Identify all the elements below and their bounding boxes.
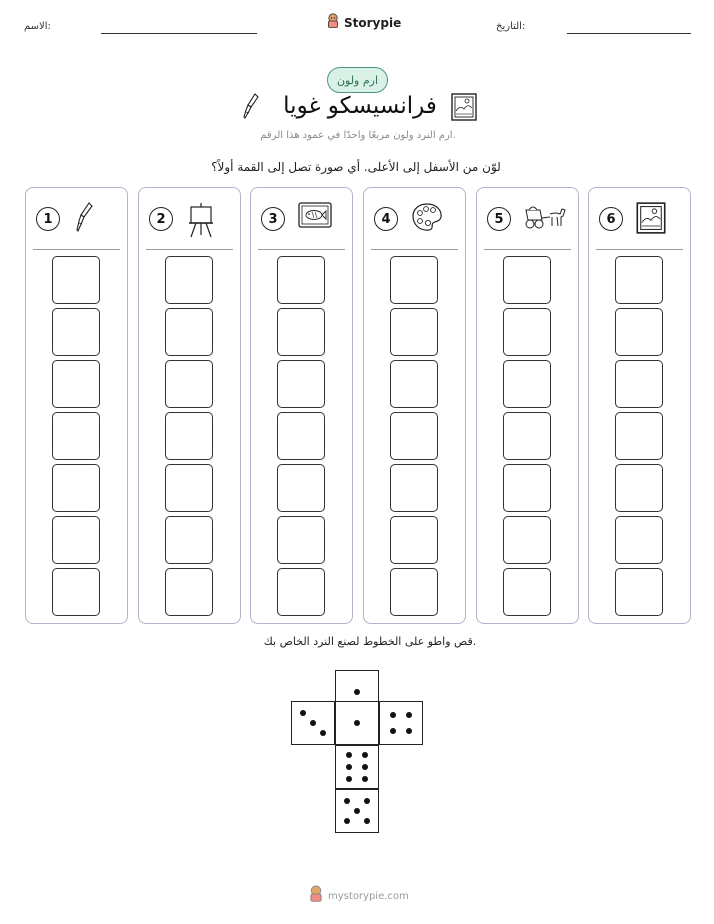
dice-pip (320, 730, 326, 736)
dice-face-4 (379, 701, 423, 745)
name-label: الاسم: (24, 21, 51, 32)
easel-icon (186, 202, 216, 242)
coloring-square[interactable] (503, 516, 551, 564)
dice-pip (390, 712, 396, 718)
coloring-square[interactable] (277, 568, 325, 616)
dice-pip (346, 776, 352, 782)
coloring-square[interactable] (503, 568, 551, 616)
carriage-icon (524, 202, 568, 234)
coloring-square[interactable] (52, 412, 100, 460)
coloring-square[interactable] (52, 464, 100, 512)
coloring-square[interactable] (277, 256, 325, 304)
pie-mascot-icon (326, 13, 340, 33)
coloring-square[interactable] (615, 464, 663, 512)
coloring-square[interactable] (503, 464, 551, 512)
coloring-square[interactable] (165, 464, 213, 512)
coloring-square[interactable] (390, 464, 438, 512)
column-divider (484, 249, 571, 250)
coloring-square[interactable] (615, 308, 663, 356)
column-number: 6 (599, 207, 623, 231)
title-painting-icon (451, 93, 477, 125)
palette-icon (411, 202, 443, 236)
instruction: لوّن من الأسفل إلى الأعلى. أي صورة تصل إلى القمة أولاً؟ (211, 160, 501, 174)
cut-instruction: قص واطو على الخطوط لصنع النرد الخاص بك. (263, 635, 477, 648)
dice-pip (354, 720, 360, 726)
column-number: 4 (374, 207, 398, 231)
coloring-square[interactable] (165, 256, 213, 304)
coloring-square[interactable] (52, 308, 100, 356)
coloring-square[interactable] (615, 516, 663, 564)
column-divider (146, 249, 233, 250)
page-title: فرانسيسكو غويا (283, 93, 437, 119)
coloring-square[interactable] (390, 256, 438, 304)
dice-pip (406, 712, 412, 718)
coloring-square[interactable] (52, 516, 100, 564)
column-number: 1 (36, 207, 60, 231)
name-line (101, 33, 257, 34)
column-divider (258, 249, 345, 250)
column-divider (33, 249, 120, 250)
coloring-square[interactable] (52, 256, 100, 304)
coloring-square[interactable] (503, 256, 551, 304)
coloring-square[interactable] (165, 360, 213, 408)
dice-pip (390, 728, 396, 734)
coloring-square[interactable] (165, 308, 213, 356)
dice-pip (344, 798, 350, 804)
coloring-square[interactable] (52, 360, 100, 408)
coloring-square[interactable] (503, 308, 551, 356)
coloring-square[interactable] (277, 360, 325, 408)
dice-face-5 (335, 789, 379, 833)
dice-pip (354, 689, 360, 695)
dice-face-1 (335, 701, 379, 745)
coloring-square[interactable] (165, 516, 213, 564)
coloring-square[interactable] (165, 412, 213, 460)
roll-and-color-badge: ارم ولون (327, 67, 388, 93)
coloring-square[interactable] (165, 568, 213, 616)
column-number: 3 (261, 207, 285, 231)
fish-painting-icon (298, 202, 332, 232)
coloring-square[interactable] (390, 568, 438, 616)
column-divider (371, 249, 458, 250)
dice-pip (346, 752, 352, 758)
coloring-square[interactable] (615, 360, 663, 408)
column-number: 5 (487, 207, 511, 231)
coloring-square[interactable] (390, 412, 438, 460)
footer-mascot-icon (308, 885, 324, 907)
coloring-square[interactable] (277, 516, 325, 564)
coloring-square[interactable] (52, 568, 100, 616)
date-line (567, 33, 691, 34)
dice-pip (406, 728, 412, 734)
dice-pip (344, 818, 350, 824)
paintbrush-icon (73, 202, 95, 238)
dice-pip (362, 764, 368, 770)
storypie-logo (326, 12, 401, 34)
logo-text: Storypie (344, 16, 402, 30)
date-label: التاريخ: (496, 21, 526, 32)
column-number: 2 (149, 207, 173, 231)
coloring-square[interactable] (503, 360, 551, 408)
coloring-square[interactable] (615, 256, 663, 304)
subtitle: ارم النرد ولون مربعًا واحدًا في عمود هذا الرقم. (260, 130, 456, 141)
footer-url: mystorypie.com (328, 890, 409, 902)
dice-pip (346, 764, 352, 770)
coloring-square[interactable] (277, 308, 325, 356)
coloring-square[interactable] (390, 360, 438, 408)
dice-pip (362, 752, 368, 758)
coloring-square[interactable] (277, 464, 325, 512)
coloring-square[interactable] (615, 568, 663, 616)
dice-pip (354, 808, 360, 814)
dice-pip (362, 776, 368, 782)
footer (308, 885, 409, 907)
framed-painting-icon (636, 202, 666, 238)
coloring-square[interactable] (503, 412, 551, 460)
column-divider (596, 249, 683, 250)
dice-pip (364, 798, 370, 804)
coloring-square[interactable] (390, 308, 438, 356)
title-brush-icon (241, 92, 261, 126)
coloring-square[interactable] (615, 412, 663, 460)
coloring-square[interactable] (277, 412, 325, 460)
dice-pip (364, 818, 370, 824)
dice-face-3 (291, 701, 335, 745)
coloring-square[interactable] (390, 516, 438, 564)
dice-face-6 (335, 745, 379, 789)
dice-pip (310, 720, 316, 726)
dice-pip (300, 710, 306, 716)
